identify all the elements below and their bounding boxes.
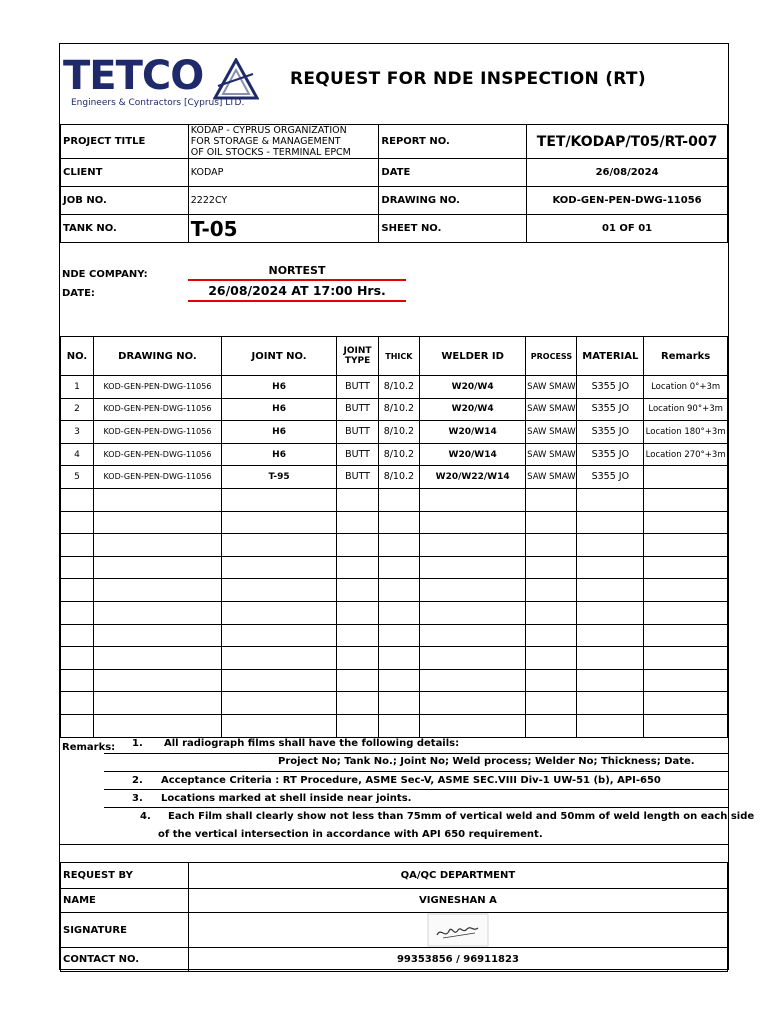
inspection-table: [60, 336, 728, 738]
row-remarks: [644, 669, 728, 692]
row-process: [526, 511, 577, 534]
col-header-thick: THICK: [378, 337, 419, 376]
form-header: [60, 44, 728, 125]
row-no: [61, 556, 94, 579]
row-joint-type: BUTT: [337, 398, 379, 421]
report-no-label: REPORT NO.: [379, 125, 527, 159]
row-no: [61, 669, 94, 692]
request-by-value: QA/QC DEPARTMENT: [188, 863, 727, 889]
nde-company-section: [60, 246, 728, 337]
table-row: [61, 443, 728, 466]
table-row: [61, 601, 728, 624]
row-joint-type: [337, 579, 379, 602]
row-material: [577, 601, 644, 624]
row-remarks: [644, 511, 728, 534]
row-joint-no: H6: [222, 421, 337, 444]
row-no: [61, 692, 94, 715]
row-material: [577, 647, 644, 670]
row-remarks: [644, 624, 728, 647]
col-header-process: PROCESS: [526, 337, 577, 376]
col-header-welder: WELDER ID: [419, 337, 526, 376]
row-joint-no: [222, 556, 337, 579]
row-drawing-no: [93, 511, 221, 534]
name-label: NAME: [61, 889, 189, 913]
row-joint-type: [337, 601, 379, 624]
row-welder-id: [419, 511, 526, 534]
row-material: [577, 714, 644, 737]
date-label: DATE: [379, 159, 527, 187]
row-remarks: [644, 466, 728, 489]
row-thick: [378, 714, 419, 737]
row-process: [526, 692, 577, 715]
row-welder-id: [419, 556, 526, 579]
nde-company-label: NDE COMPANY:: [62, 269, 148, 280]
row-material: S355 JO: [577, 398, 644, 421]
form-title: REQUEST FOR NDE INSPECTION (RT): [290, 69, 646, 89]
row-joint-no: [222, 579, 337, 602]
row-joint-no: [222, 624, 337, 647]
row-joint-type: [337, 556, 379, 579]
signature-image: [427, 913, 489, 947]
table-row: [61, 534, 728, 557]
row-drawing-no: [93, 601, 221, 624]
row-thick: [378, 669, 419, 692]
table-row: [61, 647, 728, 670]
row-no: [61, 534, 94, 557]
remarks-label: Remarks:: [62, 742, 116, 753]
row-welder-id: W20/W4: [419, 398, 526, 421]
row-thick: [378, 624, 419, 647]
sheet-no-label: SHEET NO.: [379, 215, 527, 243]
row-no: 5: [61, 466, 94, 489]
request-by-label: REQUEST BY: [61, 863, 189, 889]
row-no: [61, 601, 94, 624]
row-joint-type: [337, 511, 379, 534]
signature-cell: [188, 913, 727, 948]
row-joint-no: [222, 488, 337, 511]
row-material: [577, 624, 644, 647]
row-welder-id: W20/W4: [419, 376, 526, 399]
table-row: [61, 624, 728, 647]
row-drawing-no: [93, 714, 221, 737]
row-drawing-no: KOD-GEN-PEN-DWG-11056: [93, 421, 221, 444]
table-row: [61, 511, 728, 534]
col-header-drawing: DRAWING NO.: [93, 337, 221, 376]
row-remarks: [644, 692, 728, 715]
red-underline: [188, 300, 406, 302]
name-value: VIGNESHAN A: [188, 889, 727, 913]
row-no: [61, 714, 94, 737]
table-row: [61, 421, 728, 444]
row-joint-no: H6: [222, 398, 337, 421]
table-row: [61, 466, 728, 489]
divider: [60, 844, 728, 845]
row-joint-no: [222, 692, 337, 715]
row-thick: [378, 488, 419, 511]
sheet-no-value: 01 OF 01: [527, 215, 728, 243]
row-remarks: Location 90°+3m: [644, 398, 728, 421]
row-drawing-no: KOD-GEN-PEN-DWG-11056: [93, 443, 221, 466]
row-remarks: [644, 579, 728, 602]
row-drawing-no: KOD-GEN-PEN-DWG-11056: [93, 466, 221, 489]
table-row: [61, 579, 728, 602]
row-welder-id: [419, 601, 526, 624]
nde-date-value: 26/08/2024 AT 17:00 Hrs.: [208, 283, 386, 298]
row-material: [577, 511, 644, 534]
row-process: [526, 601, 577, 624]
row-joint-type: BUTT: [337, 443, 379, 466]
row-joint-type: [337, 692, 379, 715]
row-process: SAW SMAW: [526, 398, 577, 421]
row-no: [61, 511, 94, 534]
row-process: SAW SMAW: [526, 443, 577, 466]
row-drawing-no: KOD-GEN-PEN-DWG-11056: [93, 398, 221, 421]
request-footer-table: [60, 862, 728, 972]
row-no: [61, 488, 94, 511]
row-process: [526, 669, 577, 692]
row-no: 2: [61, 398, 94, 421]
row-welder-id: [419, 647, 526, 670]
row-remarks: [644, 488, 728, 511]
row-process: [526, 714, 577, 737]
row-material: S355 JO: [577, 466, 644, 489]
table-row: [61, 556, 728, 579]
remark-1-number: 1.: [132, 738, 143, 749]
row-thick: [378, 647, 419, 670]
col-header-joint: JOINT NO.: [222, 337, 337, 376]
row-thick: [378, 556, 419, 579]
row-material: S355 JO: [577, 376, 644, 399]
table-row: [61, 488, 728, 511]
row-material: [577, 488, 644, 511]
row-joint-no: [222, 601, 337, 624]
row-drawing-no: [93, 534, 221, 557]
table-row: [61, 669, 728, 692]
table-row: [61, 376, 728, 399]
row-remarks: [644, 534, 728, 557]
divider: [104, 807, 728, 808]
row-joint-type: BUTT: [337, 421, 379, 444]
report-no-value: TET/KODAP/T05/RT-007: [527, 125, 728, 159]
row-no: 1: [61, 376, 94, 399]
client-label: CLIENT: [61, 159, 189, 187]
row-joint-no: [222, 714, 337, 737]
row-joint-no: [222, 534, 337, 557]
signature-label: SIGNATURE: [61, 913, 189, 948]
project-info-table: [60, 124, 728, 243]
row-remarks: Location 270°+3m: [644, 443, 728, 466]
row-welder-id: W20/W22/W14: [419, 466, 526, 489]
remark-2-text: Acceptance Criteria : RT Procedure, ASME Sec-V, ASME SEC.VIII Div-1 UW-51 (b), API-650: [161, 775, 661, 786]
row-material: [577, 556, 644, 579]
row-material: [577, 534, 644, 557]
table-row: [61, 714, 728, 737]
row-no: [61, 647, 94, 670]
row-joint-type: [337, 534, 379, 557]
row-drawing-no: [93, 579, 221, 602]
project-title-value: KODAP - CYPRUS ORGANIZATION FOR STORAGE & MANAGEMENT OF OIL STOCKS - TERMINAL EPCM: [188, 125, 379, 159]
row-joint-type: [337, 669, 379, 692]
row-process: [526, 488, 577, 511]
row-process: [526, 534, 577, 557]
col-header-remarks: Remarks: [644, 337, 728, 376]
row-thick: [378, 534, 419, 557]
company-logo: [63, 53, 263, 116]
remark-2-number: 2.: [132, 775, 143, 786]
drawing-no-value: KOD-GEN-PEN-DWG-11056: [527, 187, 728, 215]
remark-3-number: 3.: [132, 793, 143, 804]
remark-4-text: Each Film shall clearly show not less than 75mm of vertical weld and 50mm of weld length on each side: [168, 811, 755, 822]
row-joint-type: [337, 714, 379, 737]
row-drawing-no: KOD-GEN-PEN-DWG-11056: [93, 376, 221, 399]
row-remarks: Location 0°+3m: [644, 376, 728, 399]
row-joint-no: [222, 511, 337, 534]
row-remarks: [644, 556, 728, 579]
row-no: 3: [61, 421, 94, 444]
remark-4b-text: of the vertical intersection in accordance with API 650 requirement.: [158, 829, 543, 840]
nde-request-form: [59, 43, 755, 970]
row-welder-id: [419, 669, 526, 692]
row-process: SAW SMAW: [526, 421, 577, 444]
row-process: [526, 579, 577, 602]
row-drawing-no: [93, 488, 221, 511]
row-no: [61, 579, 94, 602]
row-thick: [378, 601, 419, 624]
row-joint-type: BUTT: [337, 376, 379, 399]
row-process: [526, 556, 577, 579]
row-joint-type: [337, 647, 379, 670]
row-material: [577, 579, 644, 602]
row-remarks: [644, 647, 728, 670]
nde-date-label: DATE:: [62, 288, 95, 299]
row-thick: 8/10.2: [378, 421, 419, 444]
job-no-value: 2222CY: [188, 187, 379, 215]
row-material: [577, 669, 644, 692]
remark-1b-text: Project No; Tank No.; Joint No; Weld process; Welder No; Thickness; Date.: [278, 756, 695, 767]
row-joint-no: T-95: [222, 466, 337, 489]
table-row: [61, 398, 728, 421]
project-title-label: PROJECT TITLE: [61, 125, 189, 159]
divider: [104, 789, 728, 790]
row-no: 4: [61, 443, 94, 466]
row-welder-id: W20/W14: [419, 421, 526, 444]
logo-subtitle: Engineers & Contractors [Cyprus] LTD.: [71, 98, 245, 108]
row-remarks: Location 180°+3m: [644, 421, 728, 444]
row-drawing-no: [93, 669, 221, 692]
row-thick: [378, 579, 419, 602]
row-joint-type: [337, 488, 379, 511]
row-joint-no: H6: [222, 376, 337, 399]
row-process: [526, 647, 577, 670]
col-header-joint-type: JOINT TYPE: [337, 337, 379, 376]
row-joint-no: [222, 669, 337, 692]
remark-3-text: Locations marked at shell inside near joints.: [161, 793, 412, 804]
contact-label: CONTACT NO.: [61, 948, 189, 972]
row-process: [526, 624, 577, 647]
divider: [104, 753, 728, 754]
col-header-material: MATERIAL: [577, 337, 644, 376]
row-welder-id: [419, 692, 526, 715]
red-underline: [188, 279, 406, 281]
remark-4-number: 4.: [140, 811, 151, 822]
tank-no-label: TANK NO.: [61, 215, 189, 243]
date-value: 26/08/2024: [527, 159, 728, 187]
row-thick: 8/10.2: [378, 376, 419, 399]
logo-mark-icon: [213, 58, 259, 102]
drawing-no-label: DRAWING NO.: [379, 187, 527, 215]
row-no: [61, 624, 94, 647]
row-process: SAW SMAW: [526, 466, 577, 489]
row-material: [577, 692, 644, 715]
row-drawing-no: [93, 647, 221, 670]
row-thick: 8/10.2: [378, 443, 419, 466]
row-joint-no: [222, 647, 337, 670]
row-welder-id: [419, 714, 526, 737]
row-remarks: [644, 601, 728, 624]
row-material: S355 JO: [577, 421, 644, 444]
nde-company-value: NORTEST: [268, 264, 326, 277]
row-welder-id: [419, 579, 526, 602]
row-thick: [378, 511, 419, 534]
tank-no-value: T-05: [188, 215, 379, 243]
row-thick: 8/10.2: [378, 398, 419, 421]
contact-value: 99353856 / 96911823: [188, 948, 727, 972]
logo-text: TETCO: [63, 53, 204, 99]
remark-1-text: All radiograph films shall have the following details:: [164, 738, 460, 749]
row-drawing-no: [93, 692, 221, 715]
row-welder-id: [419, 534, 526, 557]
row-thick: 8/10.2: [378, 466, 419, 489]
row-process: SAW SMAW: [526, 376, 577, 399]
client-value: KODAP: [188, 159, 379, 187]
row-remarks: [644, 714, 728, 737]
row-thick: [378, 692, 419, 715]
row-welder-id: W20/W14: [419, 443, 526, 466]
job-no-label: JOB NO.: [61, 187, 189, 215]
row-welder-id: [419, 624, 526, 647]
table-row: [61, 692, 728, 715]
row-joint-type: [337, 624, 379, 647]
col-header-no: NO.: [61, 337, 94, 376]
row-drawing-no: [93, 624, 221, 647]
row-joint-no: H6: [222, 443, 337, 466]
row-welder-id: [419, 488, 526, 511]
row-drawing-no: [93, 556, 221, 579]
row-material: S355 JO: [577, 443, 644, 466]
row-joint-type: BUTT: [337, 466, 379, 489]
divider: [104, 771, 728, 772]
